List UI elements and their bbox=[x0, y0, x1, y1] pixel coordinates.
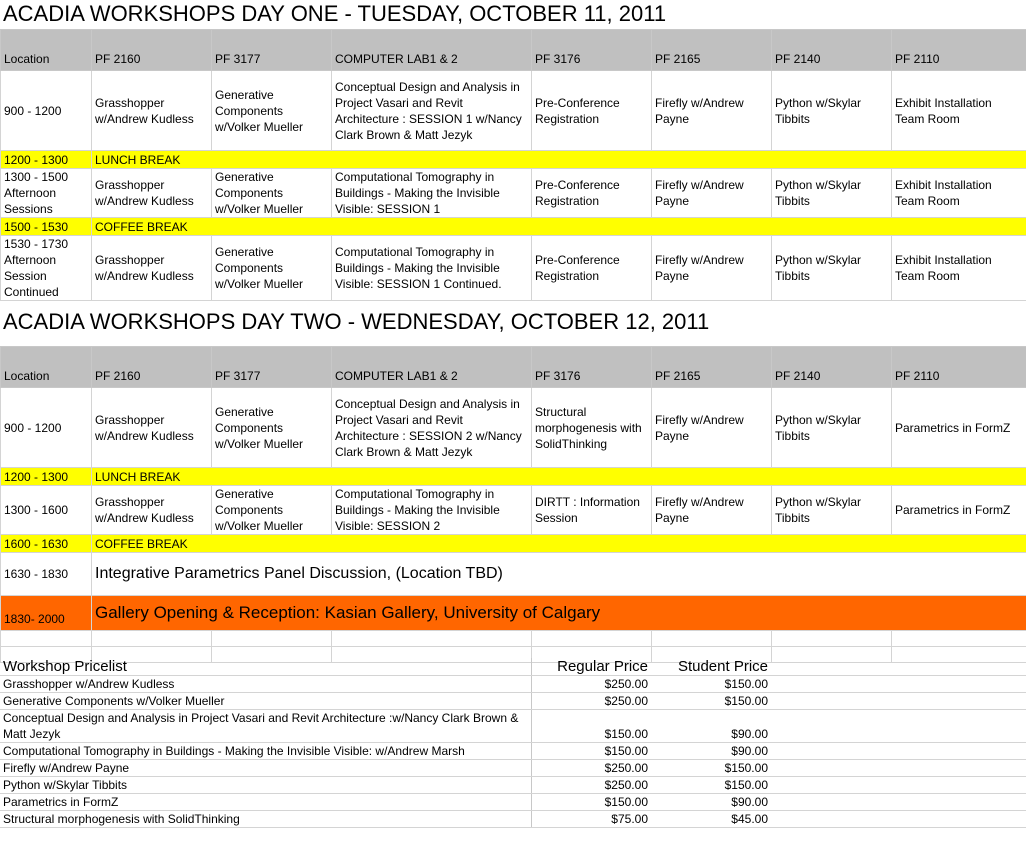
table-cell: Structural morphogenesis with SolidThinking bbox=[532, 388, 652, 468]
table-row bbox=[1, 236, 1026, 301]
regular-price: $250.00 bbox=[531, 760, 651, 777]
table-cell: Python w/Skylar Tibbits bbox=[772, 388, 892, 468]
table-cell: Firefly w/Andrew Payne bbox=[652, 486, 772, 535]
pricelist-table bbox=[0, 658, 1026, 828]
time-cell: 1830- 2000 bbox=[1, 596, 92, 631]
workshop-name: Structural morphogenesis with SolidThinking bbox=[0, 811, 531, 828]
table-row bbox=[1, 486, 1026, 535]
price-row bbox=[0, 693, 1026, 710]
break-label: LUNCH BREAK bbox=[92, 468, 1026, 486]
empty-row bbox=[1, 631, 1026, 647]
table-cell: Pre-Conference Registration bbox=[532, 236, 652, 301]
reception-label: Gallery Opening & Reception: Kasian Gallery, University of Calgary bbox=[92, 596, 1026, 631]
table-cell: Grasshopper w/Andrew Kudless bbox=[92, 71, 212, 151]
lunch-break-row bbox=[1, 151, 1026, 169]
student-price: $150.00 bbox=[651, 777, 771, 794]
time-cell: 1600 - 1630 bbox=[1, 535, 92, 553]
column-header: PF 2140 bbox=[772, 30, 892, 71]
price-row bbox=[0, 777, 1026, 794]
break-label: COFFEE BREAK bbox=[92, 218, 1026, 236]
reception-row bbox=[1, 596, 1026, 631]
column-header: PF 2165 bbox=[652, 347, 772, 388]
table-cell: Pre-Conference Registration bbox=[532, 169, 652, 218]
time-cell: 1200 - 1300 bbox=[1, 468, 92, 486]
column-header: PF 3176 bbox=[532, 347, 652, 388]
column-header: PF 3177 bbox=[212, 30, 332, 71]
column-header: PF 2110 bbox=[892, 347, 1026, 388]
panel-discussion-label: Integrative Parametrics Panel Discussion, (Location TBD) bbox=[92, 553, 1026, 596]
student-price: $90.00 bbox=[651, 794, 771, 811]
student-price-header: Student Price bbox=[651, 658, 771, 676]
table-cell: Generative Components w/Volker Mueller bbox=[212, 388, 332, 468]
table-cell: Firefly w/Andrew Payne bbox=[652, 388, 772, 468]
time-cell: 900 - 1200 bbox=[1, 71, 92, 151]
regular-price: $250.00 bbox=[531, 693, 651, 710]
time-cell: 1630 - 1830 bbox=[1, 553, 92, 596]
day1-title: ACADIA WORKSHOPS DAY ONE - TUESDAY, OCTOBER 11, 2011 bbox=[3, 1, 667, 26]
table-cell: Generative Components w/Volker Mueller bbox=[212, 169, 332, 218]
table-cell: Firefly w/Andrew Payne bbox=[652, 169, 772, 218]
table-row bbox=[1, 169, 1026, 218]
workshop-name: Parametrics in FormZ bbox=[0, 794, 531, 811]
table-cell: Grasshopper w/Andrew Kudless bbox=[92, 388, 212, 468]
break-label: LUNCH BREAK bbox=[92, 151, 1026, 169]
workshop-name: Conceptual Design and Analysis in Project Vasari and Revit Architecture :w/Nancy Clark Brown & Matt Jezyk bbox=[0, 710, 531, 743]
table-cell: Generative Components w/Volker Mueller bbox=[212, 71, 332, 151]
regular-price: $150.00 bbox=[531, 710, 651, 743]
table-cell: Parametrics in FormZ bbox=[892, 388, 1026, 468]
price-row bbox=[0, 676, 1026, 693]
column-header: PF 2110 bbox=[892, 30, 1026, 71]
table-cell: Python w/Skylar Tibbits bbox=[772, 169, 892, 218]
table-cell: Generative Components w/Volker Mueller bbox=[212, 236, 332, 301]
table-cell: Parametrics in FormZ bbox=[892, 486, 1026, 535]
student-price: $45.00 bbox=[651, 811, 771, 828]
coffee-break-row bbox=[1, 535, 1026, 553]
table-cell: Conceptual Design and Analysis in Project Vasari and Revit Architecture : SESSION 2 w/Nancy Clark Brown & Matt Jezyk bbox=[332, 388, 532, 468]
table-cell: Exhibit Installation Team Room bbox=[892, 236, 1026, 301]
workshop-name: Firefly w/Andrew Payne bbox=[0, 760, 531, 777]
table-row bbox=[1, 71, 1026, 151]
table-cell: Python w/Skylar Tibbits bbox=[772, 236, 892, 301]
price-row bbox=[0, 794, 1026, 811]
time-cell: 1500 - 1530 bbox=[1, 218, 92, 236]
table-cell: Exhibit Installation Team Room bbox=[892, 169, 1026, 218]
student-price: $150.00 bbox=[651, 693, 771, 710]
break-label: COFFEE BREAK bbox=[92, 535, 1026, 553]
regular-price-header: Regular Price bbox=[531, 658, 651, 676]
time-cell: 900 - 1200 bbox=[1, 388, 92, 468]
table-row bbox=[1, 388, 1026, 468]
student-price: $90.00 bbox=[651, 710, 771, 743]
regular-price: $250.00 bbox=[531, 777, 651, 794]
student-price: $150.00 bbox=[651, 760, 771, 777]
table-cell: Python w/Skylar Tibbits bbox=[772, 486, 892, 535]
pricelist-header-row bbox=[0, 658, 1026, 676]
table-cell: Python w/Skylar Tibbits bbox=[772, 71, 892, 151]
price-row bbox=[0, 760, 1026, 777]
workshop-name: Computational Tomography in Buildings - Making the Invisible Visible: w/Andrew Marsh bbox=[0, 743, 531, 760]
time-cell: 1300 - 1600 bbox=[1, 486, 92, 535]
table-cell: Generative Components w/Volker Mueller bbox=[212, 486, 332, 535]
price-row bbox=[0, 743, 1026, 760]
day1-schedule-table bbox=[0, 29, 1026, 301]
day2-title: ACADIA WORKSHOPS DAY TWO - WEDNESDAY, OCTOBER 12, 2011 bbox=[3, 309, 710, 334]
regular-price: $250.00 bbox=[531, 676, 651, 693]
day2-header-row bbox=[1, 347, 1026, 388]
day2-schedule-table bbox=[0, 346, 1026, 663]
workshop-name: Generative Components w/Volker Mueller bbox=[0, 693, 531, 710]
column-header: Location bbox=[1, 30, 92, 71]
price-row bbox=[0, 710, 1026, 743]
column-header: PF 2160 bbox=[92, 347, 212, 388]
column-header: PF 2160 bbox=[92, 30, 212, 71]
time-cell: 1530 - 1730 Afternoon Session Continued bbox=[1, 236, 92, 301]
column-header: PF 3177 bbox=[212, 347, 332, 388]
column-header: PF 3176 bbox=[532, 30, 652, 71]
column-header: Location bbox=[1, 347, 92, 388]
regular-price: $150.00 bbox=[531, 794, 651, 811]
table-cell: Grasshopper w/Andrew Kudless bbox=[92, 486, 212, 535]
day1-header-row bbox=[1, 30, 1026, 71]
regular-price: $75.00 bbox=[531, 811, 651, 828]
table-cell: Exhibit Installation Team Room bbox=[892, 71, 1026, 151]
table-cell: Grasshopper w/Andrew Kudless bbox=[92, 169, 212, 218]
regular-price: $150.00 bbox=[531, 743, 651, 760]
table-cell: Firefly w/Andrew Payne bbox=[652, 236, 772, 301]
table-cell: Grasshopper w/Andrew Kudless bbox=[92, 236, 212, 301]
panel-discussion-row bbox=[1, 553, 1026, 596]
column-header: COMPUTER LAB1 & 2 bbox=[332, 347, 532, 388]
time-cell: 1200 - 1300 bbox=[1, 151, 92, 169]
table-cell: Computational Tomography in Buildings - Making the Invisible Visible: SESSION 1 bbox=[332, 169, 532, 218]
student-price: $150.00 bbox=[651, 676, 771, 693]
workshop-name: Grasshopper w/Andrew Kudless bbox=[0, 676, 531, 693]
table-cell: Computational Tomography in Buildings - Making the Invisible Visible: SESSION 1 Continued. bbox=[332, 236, 532, 301]
student-price: $90.00 bbox=[651, 743, 771, 760]
table-cell: DIRTT : Information Session bbox=[532, 486, 652, 535]
column-header: COMPUTER LAB1 & 2 bbox=[332, 30, 532, 71]
column-header: PF 2140 bbox=[772, 347, 892, 388]
pricelist-title: Workshop Pricelist bbox=[0, 658, 531, 676]
column-header: PF 2165 bbox=[652, 30, 772, 71]
lunch-break-row bbox=[1, 468, 1026, 486]
table-cell: Firefly w/Andrew Payne bbox=[652, 71, 772, 151]
price-row bbox=[0, 811, 1026, 828]
table-cell: Conceptual Design and Analysis in Project Vasari and Revit Architecture : SESSION 1 w/Nancy Clark Brown & Matt Jezyk bbox=[332, 71, 532, 151]
coffee-break-row bbox=[1, 218, 1026, 236]
table-cell: Pre-Conference Registration bbox=[532, 71, 652, 151]
table-cell: Computational Tomography in Buildings - Making the Invisible Visible: SESSION 2 bbox=[332, 486, 532, 535]
time-cell: 1300 - 1500 Afternoon Sessions bbox=[1, 169, 92, 218]
workshop-name: Python w/Skylar Tibbits bbox=[0, 777, 531, 794]
